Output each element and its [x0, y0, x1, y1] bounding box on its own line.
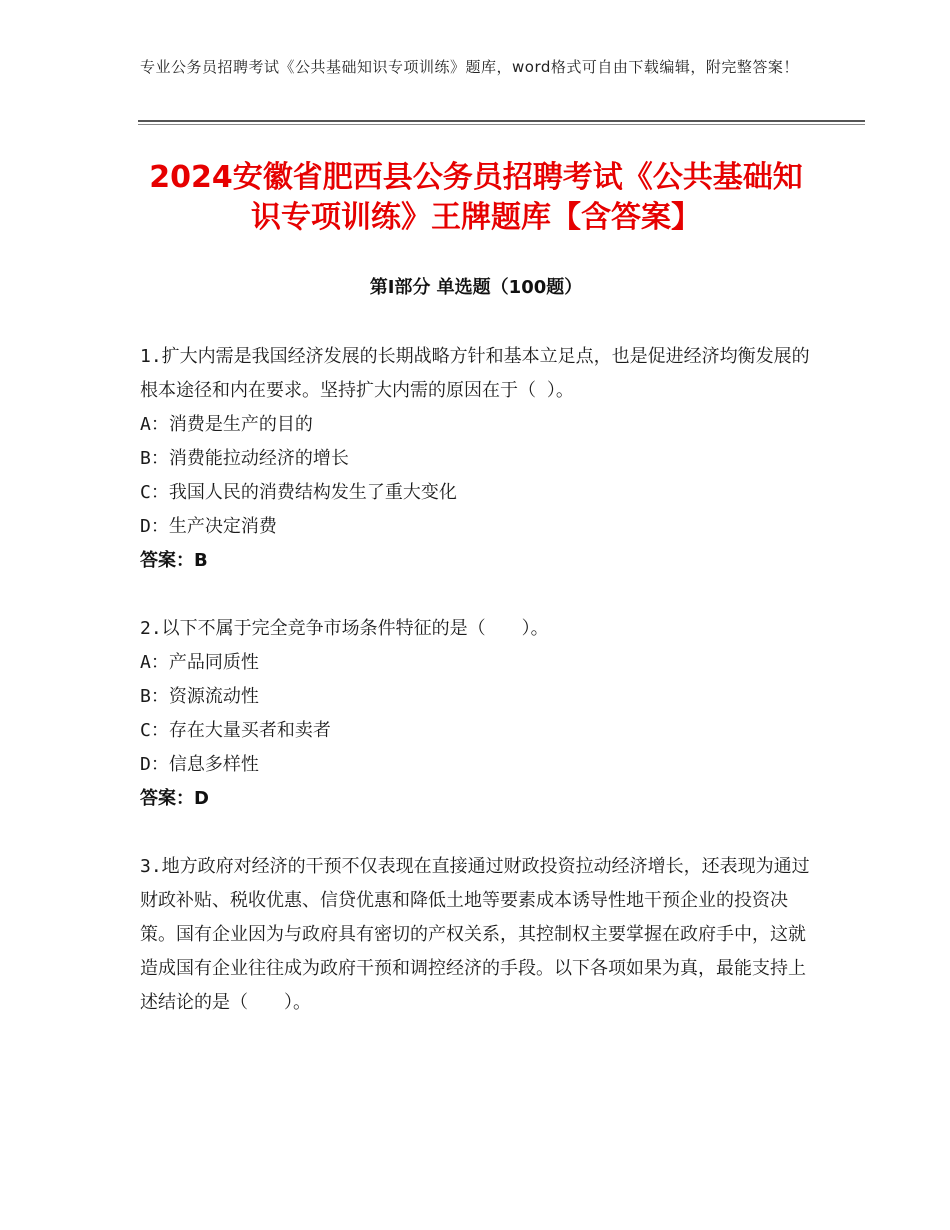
question-text: 2.以下不属于完全竞争市场条件特征的是（ ）。 [140, 618, 549, 639]
question-text: 1.扩大内需是我国经济发展的长期战略方针和基本立足点，也是促进经济均衡发展的根本途径和内在要求。坚持扩大内需的原因在于（ ）。 [140, 346, 810, 401]
option-c: C：存在大量买者和卖者 [140, 720, 331, 741]
answer: 答案：B [140, 550, 208, 571]
question-2 [140, 612, 810, 816]
header-divider [138, 120, 865, 122]
answer: 答案：D [140, 788, 209, 809]
question-list [140, 340, 810, 1054]
question-text: 3.地方政府对经济的干预不仅表现在直接通过财政投资拉动经济增长，还表现为通过财政补贴、税收优惠、信贷优惠和降低土地等要素成本诱导性地干预企业的投资决策。国有企业因为与政府具有密切的产权关系，其控制权主要掌握在政府手中，这就造成国有企业往往成为政府干预和调控经济的手段。以下各项如果为真，最能支持上述结论的是（ ）。 [140, 856, 810, 1013]
option-c: C：我国人民的消费结构发生了重大变化 [140, 482, 457, 503]
option-d: D：生产决定消费 [140, 516, 277, 537]
option-b: B：资源流动性 [140, 686, 259, 707]
option-d: D：信息多样性 [140, 754, 259, 775]
question-3 [140, 850, 810, 1020]
option-a: A：消费是生产的目的 [140, 414, 313, 435]
header-note: 专业公务员招聘考试《公共基础知识专项训练》题库，word格式可自由下载编辑，附完整答案！ [140, 58, 799, 76]
section-title: 第I部分 单选题（100题） [369, 277, 583, 298]
option-a: A：产品同质性 [140, 652, 259, 673]
question-1 [140, 340, 810, 578]
option-b: B：消费能拉动经济的增长 [140, 448, 349, 469]
document-title: 2024安徽省肥西县公务员招聘考试《公共基础知识专项训练》王牌题库【含答案】 [149, 160, 803, 235]
